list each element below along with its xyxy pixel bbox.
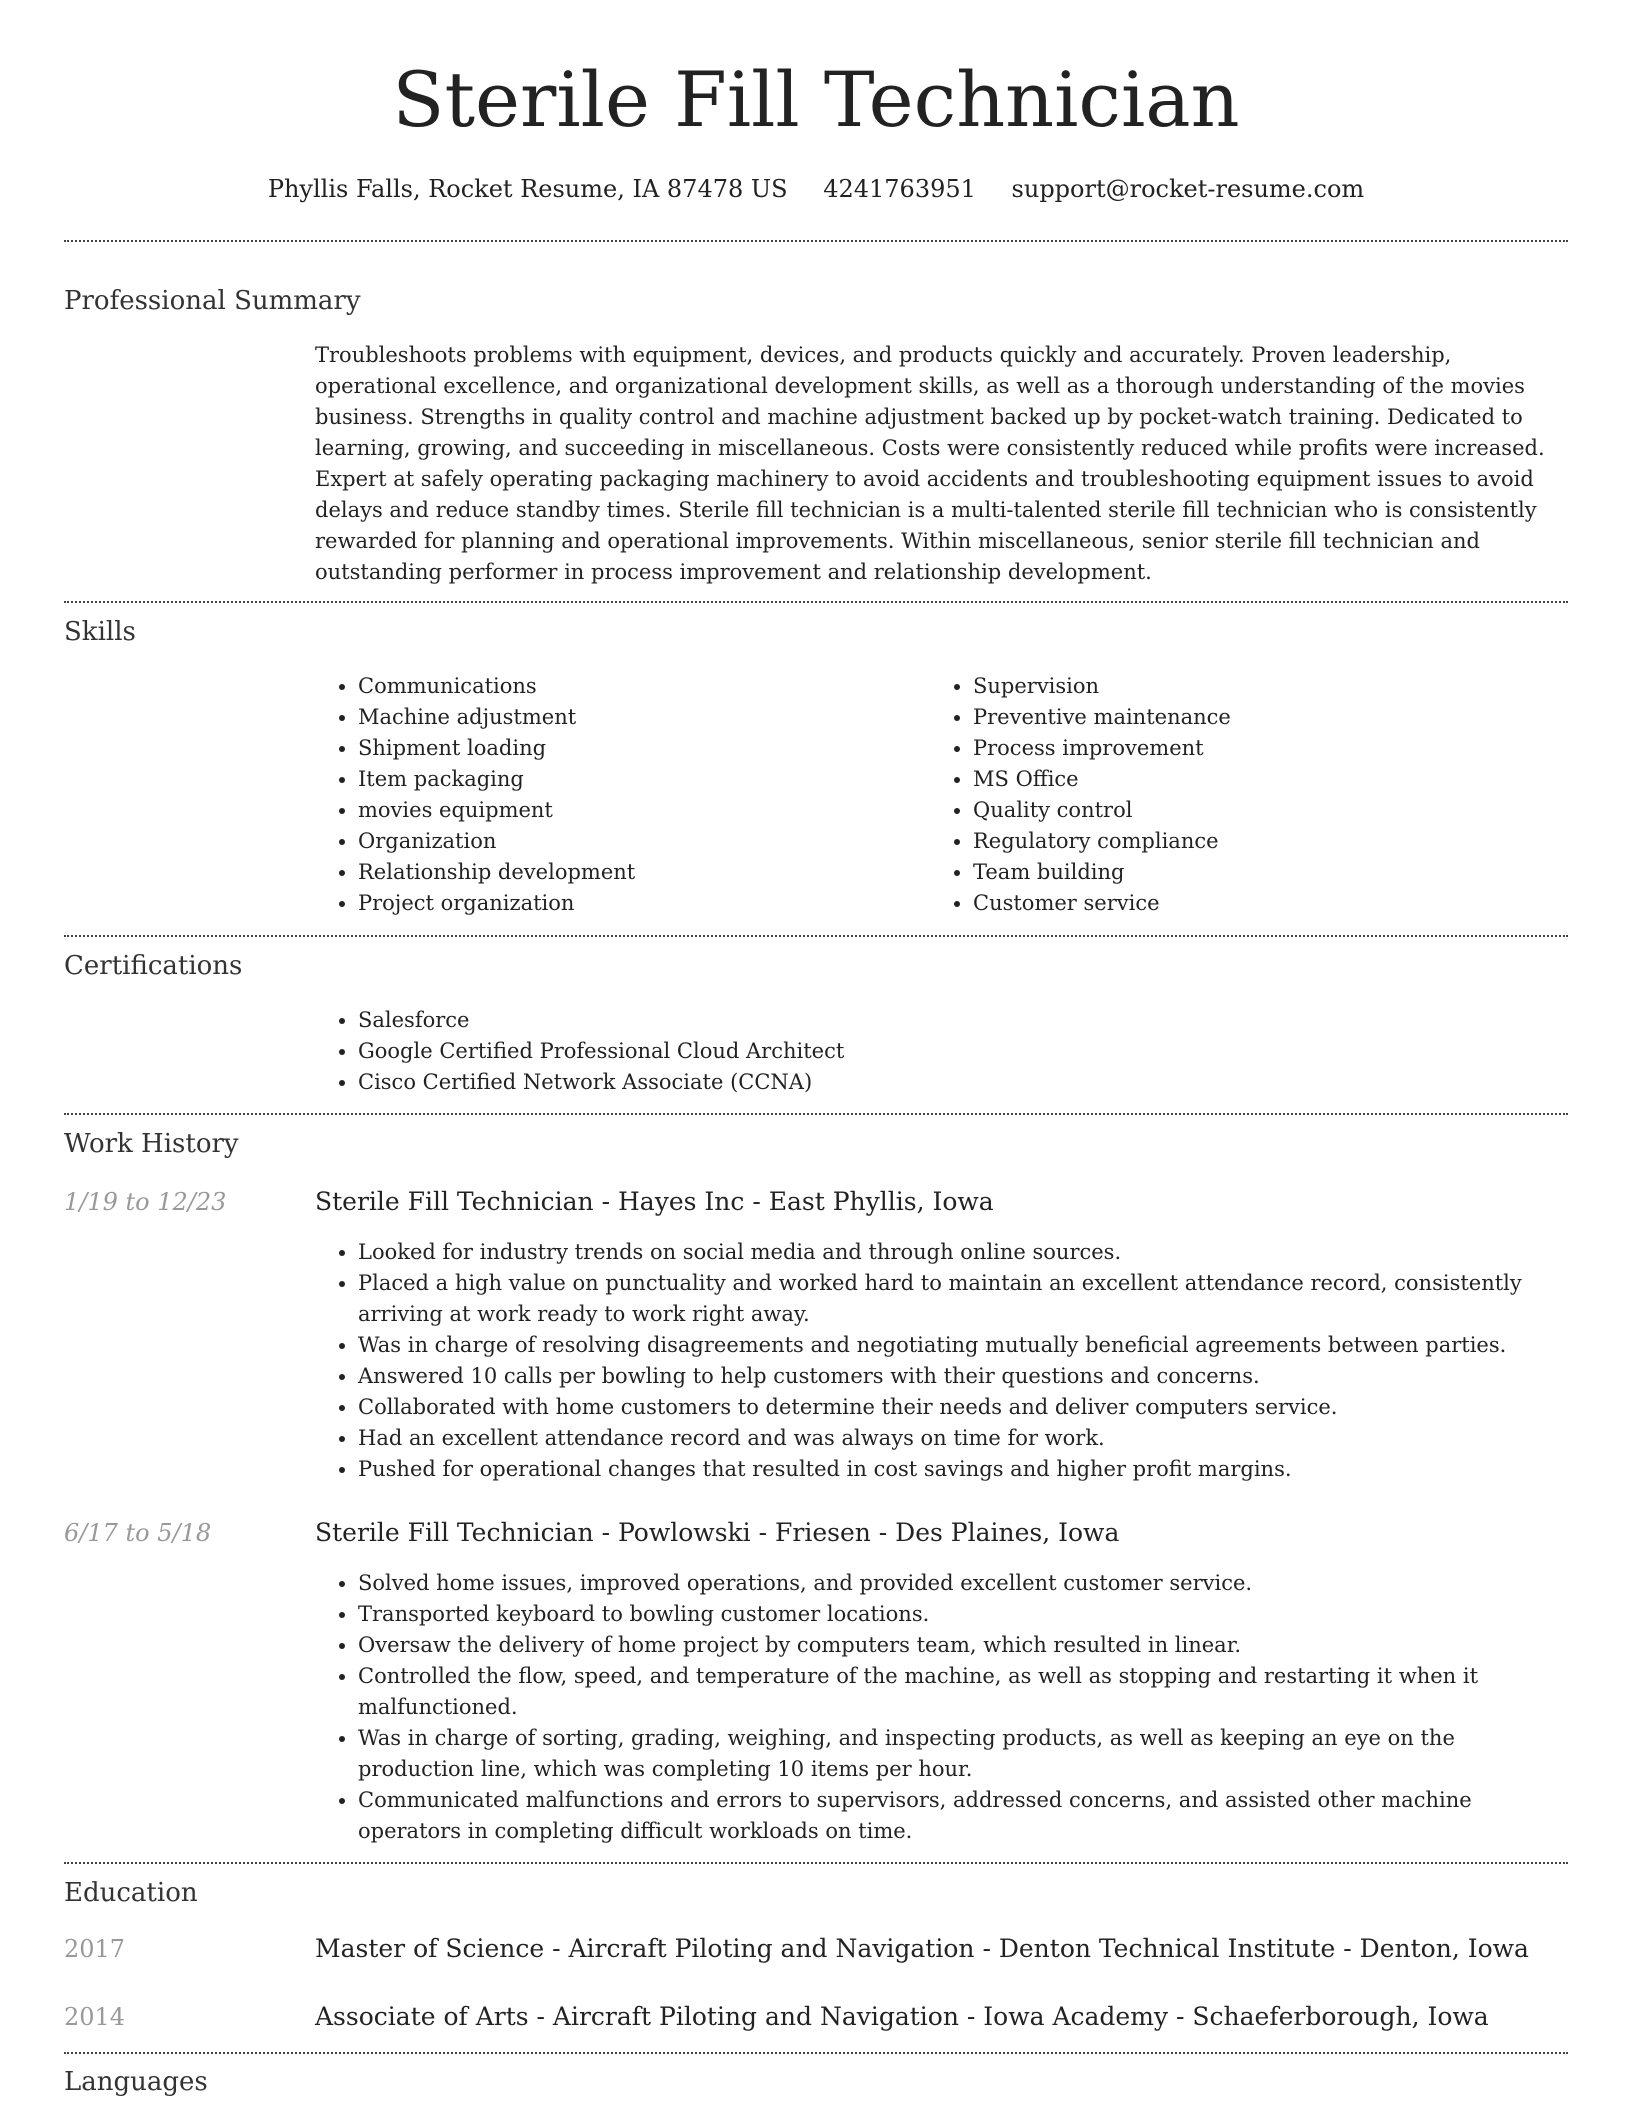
job-dates: 6/17 to 5/18	[64, 1519, 212, 1547]
job-bullet: • Was in charge of resolving disagreements and negotiating mutually beneficial agreements between parties.	[358, 1330, 1568, 1361]
certification-item: • Salesforce	[358, 1005, 1568, 1036]
job-bullet: • Looked for industry trends on social media and through online sources.	[358, 1237, 1568, 1268]
skill-item: • Customer service	[973, 888, 1573, 919]
job-bullet: • Placed a high value on punctuality and worked hard to maintain an excellent attendance record, consistently arriving at work ready to work right away.	[358, 1268, 1568, 1330]
certification-item: • Google Certified Professional Cloud Architect	[358, 1036, 1568, 1067]
section-divider	[64, 1113, 1568, 1115]
education-year: 2014	[64, 2003, 126, 2031]
contact-phone: 4241763951	[823, 175, 976, 203]
job-bullet: • Oversaw the delivery of home project by computers team, which resulted in linear.	[358, 1630, 1568, 1661]
section-divider	[64, 1862, 1568, 1864]
education-degree: Associate of Arts - Aircraft Piloting and Navigation - Iowa Academy - Schaeferborough, Iowa	[315, 2002, 1489, 2031]
job-dates: 1/19 to 12/23	[64, 1188, 227, 1216]
skill-item: • Quality control	[973, 795, 1573, 826]
skill-item: • Organization	[358, 826, 918, 857]
certifications-heading: Certifications	[64, 951, 243, 981]
job-bullet: • Pushed for operational changes that resulted in cost savings and higher profit margins.	[358, 1454, 1568, 1485]
skills-list-right	[930, 671, 1573, 919]
job-bullet: • Solved home issues, improved operations, and provided excellent customer service.	[358, 1568, 1568, 1599]
job-bullet: • Answered 10 calls per bowling to help customers with their questions and concerns.	[358, 1361, 1568, 1392]
job-bullet: • Controlled the flow, speed, and temperature of the machine, as well as stopping and restarting it when it malfunctioned.	[358, 1661, 1568, 1723]
section-divider	[64, 935, 1568, 937]
skills-heading: Skills	[64, 617, 136, 647]
job-title: Sterile Fill Technician - Hayes Inc - East Phyllis, Iowa	[315, 1187, 994, 1216]
skill-item: • Shipment loading	[358, 733, 918, 764]
job-bullet: • Collaborated with home customers to determine their needs and deliver computers service.	[358, 1392, 1568, 1423]
skill-item: • Regulatory compliance	[973, 826, 1573, 857]
education-year: 2017	[64, 1935, 126, 1963]
education-heading: Education	[64, 1878, 198, 1908]
skill-item: • MS Office	[973, 764, 1573, 795]
skill-item: • movies equipment	[358, 795, 918, 826]
skill-item: • Communications	[358, 671, 918, 702]
skill-item: • Supervision	[973, 671, 1573, 702]
contact-line	[0, 169, 1632, 209]
summary-heading: Professional Summary	[64, 286, 361, 316]
skill-item: • Team building	[973, 857, 1573, 888]
skill-item: • Relationship development	[358, 857, 918, 888]
job-bullet: • Communicated malfunctions and errors to supervisors, addressed concerns, and assisted other machine operators in completing difficult workloads on time.	[358, 1785, 1568, 1847]
contact-email: support@rocket-resume.com	[1011, 175, 1365, 203]
skill-item: • Project organization	[358, 888, 918, 919]
skill-item: • Item packaging	[358, 764, 918, 795]
languages-heading: Languages	[64, 2067, 208, 2097]
job-bullet: • Transported keyboard to bowling customer locations.	[358, 1599, 1568, 1630]
job-title: Sterile Fill Technician - Powlowski - Friesen - Des Plaines, Iowa	[315, 1518, 1120, 1547]
certification-item: • Cisco Certified Network Associate (CCNA)	[358, 1067, 1568, 1098]
job-bullet: • Was in charge of sorting, grading, weighing, and inspecting products, as well as keeping an eye on the production line, which was completing 10 items per hour.	[358, 1723, 1568, 1785]
resume-title: Sterile Fill Technician	[392, 55, 1240, 144]
section-divider	[64, 240, 1568, 242]
section-divider	[64, 601, 1568, 603]
certifications-list	[315, 1005, 1568, 1098]
job-bullet: • Had an excellent attendance record and was always on time for work.	[358, 1423, 1568, 1454]
skill-item: • Preventive maintenance	[973, 702, 1573, 733]
summary-text: Troubleshoots problems with equipment, devices, and products quickly and accurately. Proven leadership, operational excellence, and organizational development skills, as well as a thorough understanding of the movies business. Strengths in quality control and machine adjustment backed up by pocket-watch training. Dedicated to learning, growing, and succeeding in miscellaneous. Costs were consistently reduced while profits were increased. Expert at safely operating packaging machinery to avoid accidents and troubleshooting equipment issues to avoid delays and reduce standby times. Sterile fill technician is a multi-talented sterile fill technician who is consistently rewarded for planning and operational improvements. Within miscellaneous, senior sterile fill technician and outstanding performer in process improvement and relationship development.	[315, 343, 1545, 584]
contact-address: Phyllis Falls, Rocket Resume, IA 87478 US	[267, 175, 788, 203]
job-bullets	[315, 1237, 1568, 1485]
skills-list-left	[315, 671, 918, 919]
skill-item: • Process improvement	[973, 733, 1573, 764]
job-bullets	[315, 1568, 1568, 1847]
section-divider	[64, 2052, 1568, 2054]
education-degree: Master of Science - Aircraft Piloting and Navigation - Denton Technical Institute - Denton, Iowa	[315, 1934, 1529, 1963]
work-history-heading: Work History	[64, 1129, 239, 1159]
skill-item: • Machine adjustment	[358, 702, 918, 733]
